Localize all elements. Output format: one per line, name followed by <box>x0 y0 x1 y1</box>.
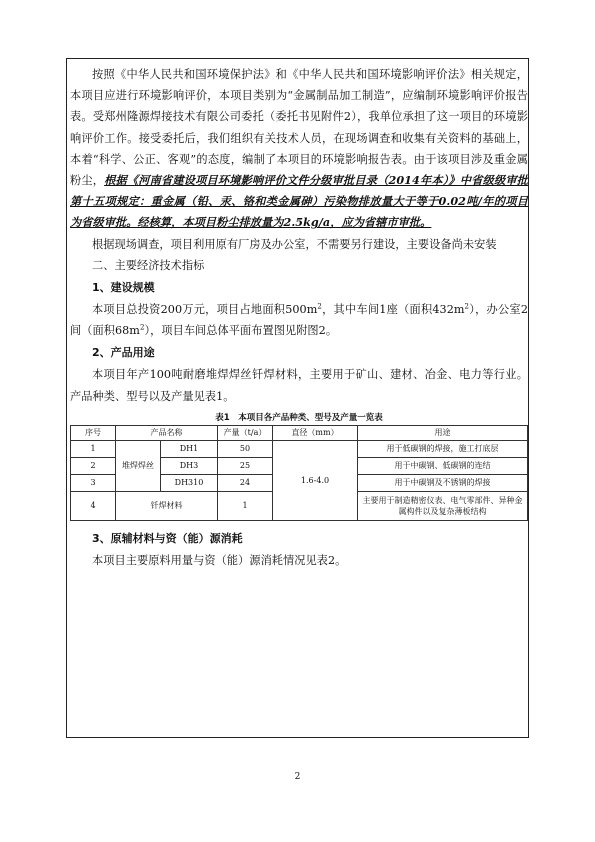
scale-paragraph <box>70 299 528 341</box>
header-output: 产量（t/a） <box>218 425 273 440</box>
usage-paragraph: 本项目年产100吨耐磨堆焊焊丝钎焊材料，主要用于矿山、建材、冶金、电力等行业。产品种类、型号以及产量见表1。 <box>70 368 528 403</box>
header-no: 序号 <box>71 425 116 440</box>
product-table <box>70 425 528 521</box>
intro-paragraph <box>70 64 528 234</box>
table-caption: 表1 本项目各产品种类、型号及产量一览表 <box>215 412 383 423</box>
materials-heading: 3、原辅材料与资（能）源消耗 <box>92 531 243 545</box>
scale-text-c: ），办公室2间（面积68m <box>70 303 529 338</box>
cell-diameter: 1.6-4.0 <box>273 440 358 520</box>
header-use: 用途 <box>358 425 528 440</box>
sup-a: 2 <box>317 302 322 311</box>
cell-no: 3 <box>71 474 116 491</box>
page-number: 2 <box>294 772 301 782</box>
cell-use: 用于低碳钢的焊接，施工打底层 <box>358 440 528 457</box>
cell-model: DH1 <box>161 440 218 457</box>
scale-text-a: 本项目总投资200万元，项目占地面积500m <box>92 303 318 317</box>
sup-b: 2 <box>464 302 470 311</box>
intro-text: 按照《中华人民共和国环境保护法》和《中华人民共和国环境影响评价法》相关规定，本项目应进行环境影响评价，本项目类别为“金属制品加工制造”，应编制环境影响评价报告表。受郑州隆源焊接技术有限公司委托（委托书见附件2），我单位承担了这一项目的环境影响评价工作。接受委托后，我们组织有关技术人员，在现场调查和收集有关资料的基础上，本着“科学、公正、客观”的态度，编制了本项目的环境影响报告表。由于该项目涉及重金属粉尘， <box>70 68 528 188</box>
cell-output: 24 <box>218 474 273 491</box>
usage-heading: 2、产品用途 <box>92 346 155 360</box>
cell-no: 4 <box>71 491 116 520</box>
table-row <box>71 440 528 457</box>
document-body <box>70 64 528 571</box>
scale-text-b: ，其中车间1座（面积432m <box>321 303 465 317</box>
cell-name: 钎焊材料 <box>116 491 218 520</box>
scale-heading: 1、建设规模 <box>92 281 155 295</box>
cell-output: 1 <box>218 491 273 520</box>
cell-group-name: 堆焊焊丝 <box>116 440 161 491</box>
scale-text-d: ），项目车间总体平面布置图见附图2。 <box>144 324 338 338</box>
cell-model: DH3 <box>161 457 218 474</box>
header-name: 产品名称 <box>116 425 218 440</box>
sup-c: 2 <box>139 323 145 332</box>
cell-model: DH310 <box>161 474 218 491</box>
cell-use: 用于中碳钢及不锈钢的焊接 <box>358 474 528 491</box>
cell-output: 50 <box>218 440 273 457</box>
cell-use: 用于中碳钢、低碳钢的连结 <box>358 457 528 474</box>
cell-no: 2 <box>71 457 116 474</box>
section2-title: 二、主要经济技术指标 <box>92 258 205 272</box>
materials-paragraph: 本项目主要原料用量与资（能）源消耗情况见表2。 <box>92 553 347 567</box>
cell-no: 1 <box>71 440 116 457</box>
header-diameter: 直径（mm） <box>273 425 358 440</box>
cell-use: 主要用于制造精密仪表、电气零部件、异种金属构件以及复杂薄板结构 <box>358 491 528 520</box>
site-survey-paragraph: 根据现场调查，项目利用原有厂房及办公室，不需要另行建设，主要设备尚未安装 <box>92 237 497 251</box>
intro-bold-text: 根据《河南省建设项目环境影响评价文件分级审批目录（2014年本）》中省级级审批第十五项规定：重金属（铅、汞、铬和类金属砷）污染物排放量大于等于0.02吨/年的项目为省级审批。经核算，本项目粉尘排放量为2.5kg/a，应为省辖市审批。 <box>70 173 528 230</box>
table-header-row <box>71 425 528 440</box>
cell-output: 25 <box>218 457 273 474</box>
